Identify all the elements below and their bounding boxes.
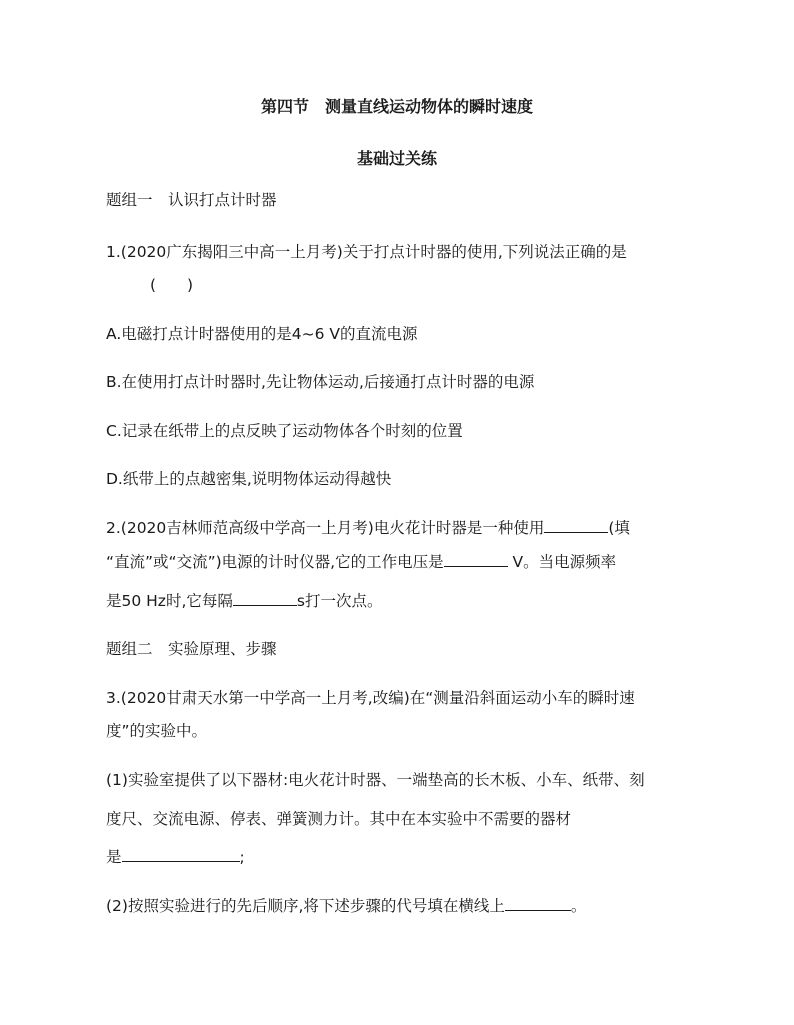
q2-line-2-text: “直流”或“交流”)电源的计时仪器,它的工作电压是 (106, 553, 444, 571)
q3-line-1: 3.(2020甘肃天水第一中学高一上月考,改编)在“测量沿斜面运动小车的瞬时速 (106, 689, 635, 707)
q3-part1-line-3 (106, 847, 245, 867)
q2-line-1-tail: (填 (608, 519, 630, 537)
q3-blank-step-order[interactable] (505, 896, 571, 911)
group1-label: 题组一 认识打点计时器 (106, 191, 277, 209)
q2-line-1-text: 2.(2020吉林师范高级中学高一上月考)电火花计时器是一种使用 (106, 519, 545, 537)
q2-blank-interval[interactable] (233, 591, 297, 606)
q3-part1-line-3-tail: ; (239, 848, 245, 866)
q1-option-a: A.电磁打点计时器使用的是4~6 V的直流电源 (106, 325, 418, 343)
q1-stem: 1.(2020广东揭阳三中高一上月考)关于打点计时器的使用,下列说法正确的是 (106, 243, 627, 261)
q3-part2 (106, 896, 586, 916)
q2-line-2 (106, 552, 616, 572)
q2-line-3-text: 是50 Hz时,它每隔 (106, 592, 233, 610)
q1-option-c: C.记录在纸带上的点反映了运动物体各个时刻的位置 (106, 422, 463, 440)
q1-answer-bracket: ( ) (150, 276, 194, 294)
q3-part2-text: (2)按照实验进行的先后顺序,将下述步骤的代号填在横线上 (106, 897, 505, 915)
section-subtitle: 基础过关练 (356, 149, 437, 168)
q2-line-3 (106, 591, 382, 611)
q3-line-2: 度”的实验中。 (106, 722, 208, 740)
q1-option-b: B.在使用打点计时器时,先让物体运动,后接通打点计时器的电源 (106, 373, 535, 391)
q2-line-3-tail: s打一次点。 (296, 592, 383, 610)
q2-blank-current-type[interactable] (544, 518, 608, 533)
q3-part1-line-3-text: 是 (106, 848, 122, 866)
q1-option-d: D.纸带上的点越密集,说明物体运动得越快 (106, 470, 392, 488)
q2-line-2-tail: V。当电源频率 (507, 553, 617, 571)
q3-part1-line-2: 度尺、交流电源、停表、弹簧测力计。其中在本实验中不需要的器材 (106, 810, 572, 828)
section-title: 第四节 测量直线运动物体的瞬时速度 (260, 97, 533, 116)
q3-blank-unneeded-equipment[interactable] (122, 847, 240, 862)
q2-blank-voltage[interactable] (444, 552, 508, 567)
q2-line-1 (106, 518, 630, 538)
group2-label: 题组二 实验原理、步骤 (106, 640, 277, 658)
q3-part1-line-1: (1)实验室提供了以下器材:电火花计时器、一端垫高的长木板、小车、纸带、刻 (106, 771, 645, 789)
q3-part2-tail: 。 (570, 897, 587, 915)
